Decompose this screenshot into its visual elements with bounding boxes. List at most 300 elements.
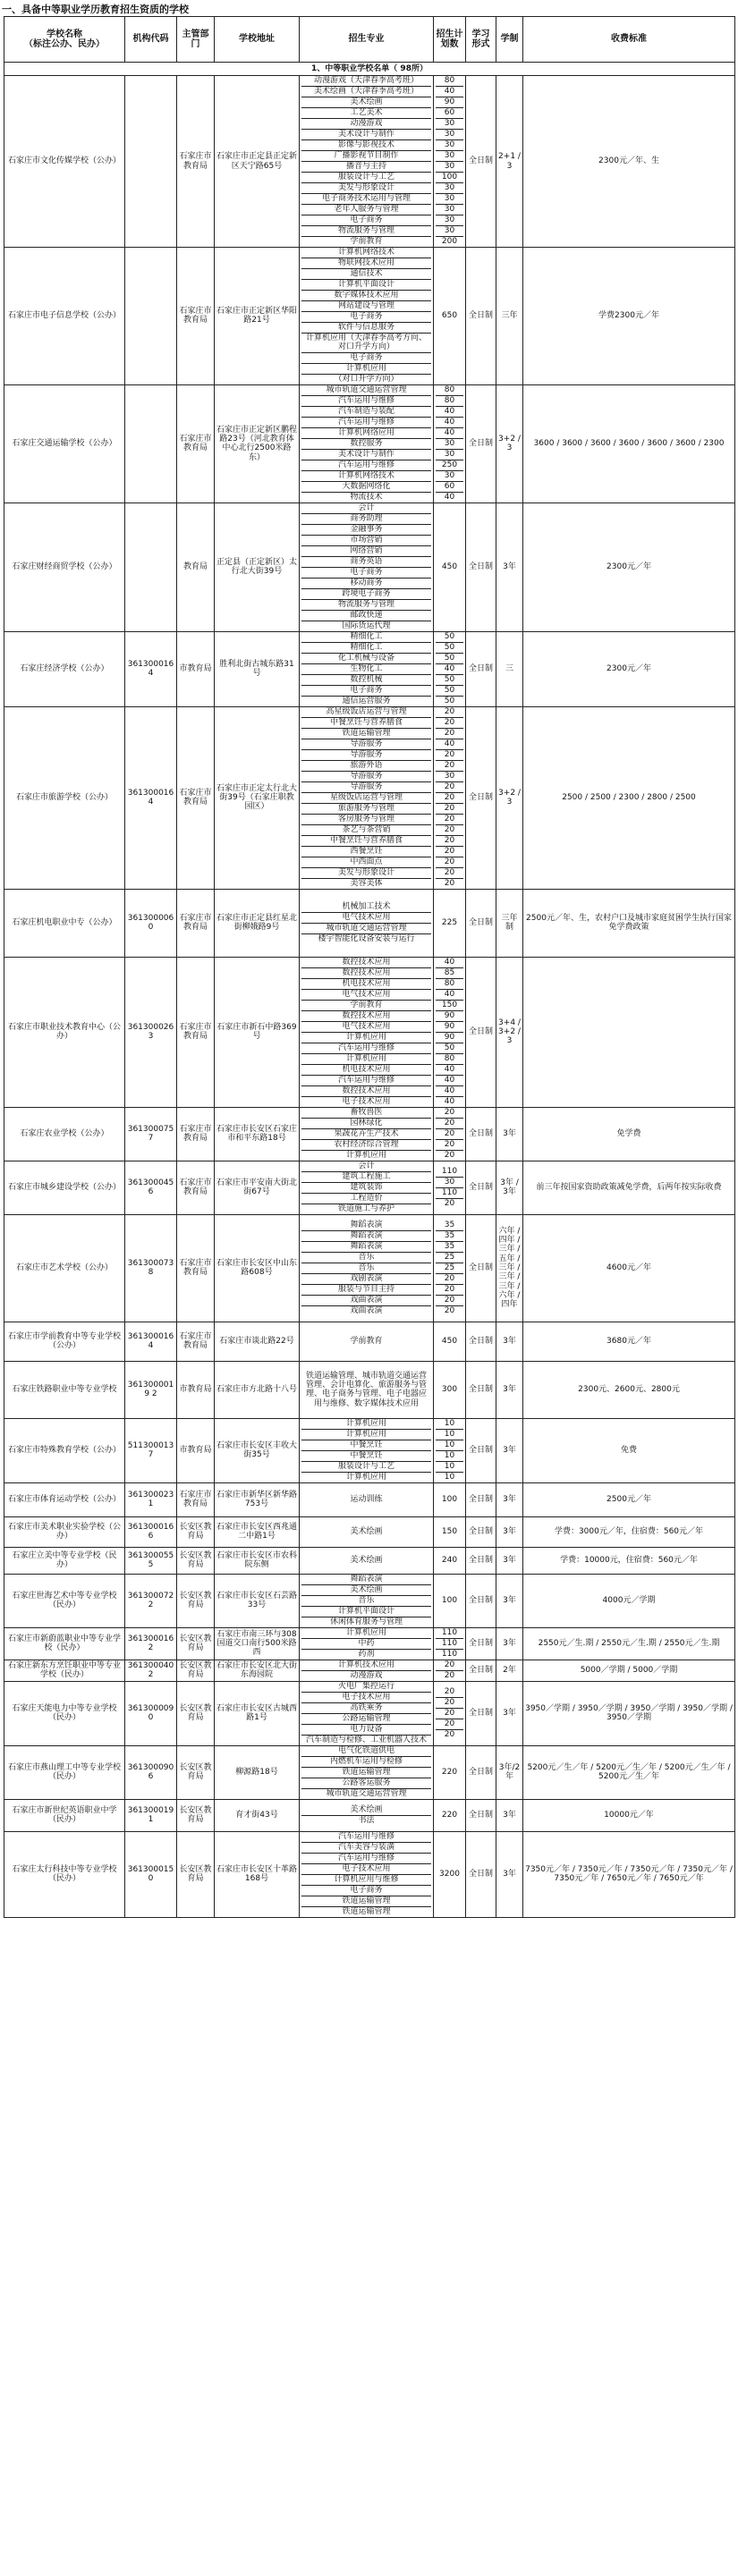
fee-standard: 学费：3000元／年，住宿费：560元／年	[523, 1516, 735, 1547]
plan-list	[434, 631, 466, 706]
study-years: 3年	[496, 1799, 523, 1831]
school-code: 3613000150	[125, 1831, 177, 1917]
major-item: 果蔬花卉生产技术	[301, 1129, 431, 1140]
major-item: 中餐烹饪	[301, 1440, 431, 1451]
major-list	[300, 1418, 434, 1482]
plan-list	[434, 1107, 466, 1161]
major-list	[300, 1574, 434, 1627]
fee-standard: 2300元／年	[523, 503, 735, 631]
school-address: 石家庄市长安区北大街东海园院	[215, 1660, 300, 1681]
major-item: 数控技术应用	[301, 1011, 431, 1022]
major-item: 电气技术应用	[301, 990, 431, 1001]
fee-standard: 2300元／年	[523, 631, 735, 706]
plan-item: 20	[444, 1670, 455, 1680]
plan-item: 20	[444, 878, 455, 888]
school-name: 石家庄财经商贸学校（公办）	[4, 503, 125, 631]
school-address: 正定县（正定新区）太行北大街39号	[215, 503, 300, 631]
major-item: 农村经济综合管理	[301, 1140, 431, 1151]
school-name: 石家庄世海艺术中等专业学校（民办）	[4, 1574, 125, 1627]
major-item: 市场营销	[301, 536, 431, 546]
major-item: 导游服务	[301, 772, 431, 782]
major-item: 精细化工	[301, 643, 431, 654]
major-item: 计算机应用	[301, 1430, 431, 1440]
fee-standard: 学费2300元／年	[523, 248, 735, 385]
major-item: 汽车美容与装潢	[301, 1843, 431, 1854]
table-row	[4, 706, 735, 889]
study-form: 全日制	[466, 957, 496, 1107]
major-item: 旅游外语	[301, 761, 431, 772]
major-item: 电子商务	[301, 568, 431, 579]
major-item: 导游服务	[301, 739, 431, 750]
major-item: 数控技术应用	[301, 958, 431, 968]
plan-item: 110	[441, 1649, 458, 1659]
plan-item: 50	[436, 686, 463, 697]
school-address: 石家庄市长安区石芸路33号	[215, 1574, 300, 1627]
school-code	[125, 76, 177, 248]
plan-item: 220	[441, 1767, 458, 1777]
school-dept: 教育局	[177, 503, 215, 631]
study-years: 3年	[496, 1482, 523, 1516]
major-item: 星级饭店运营与管理	[301, 793, 431, 804]
study-form: 全日制	[466, 1745, 496, 1799]
school-name: 石家庄新东方烹饪职业中等专业学校（民办）	[4, 1660, 125, 1681]
major-item: 电子技术应用	[301, 1864, 431, 1875]
plan-item: 20	[436, 1719, 463, 1730]
school-code: 3613000164	[125, 631, 177, 706]
major-item: 音乐	[301, 1263, 431, 1274]
major-list	[300, 1681, 434, 1745]
study-years: 3年	[496, 1627, 523, 1660]
major-item: 网站建设与管理	[301, 301, 431, 312]
school-code: 3613000231	[125, 1482, 177, 1516]
major-list	[300, 1161, 434, 1214]
fee-standard: 2300元、2600元、2800元	[523, 1361, 735, 1418]
plan-item: 20	[436, 750, 463, 761]
plan-item: 110	[436, 1188, 463, 1199]
school-dept: 长安区教育局	[177, 1745, 215, 1799]
fee-standard: 2550元／生.期 / 2550元／生.期 / 2550元／生.期	[523, 1627, 735, 1660]
school-name: 石家庄市城乡建设学校（公办）	[4, 1161, 125, 1214]
major-item: 美术绘画	[301, 97, 431, 108]
major-item: 机械加工技术	[301, 902, 431, 913]
study-form: 全日制	[466, 1322, 496, 1361]
school-code: 3613000019 2	[125, 1361, 177, 1418]
school-dept: 长安区教育局	[177, 1547, 215, 1574]
major-item: 商务助理	[301, 514, 431, 525]
table-row	[4, 1107, 735, 1161]
plan-item: 300	[441, 1384, 458, 1394]
plan-item: 20	[436, 1296, 463, 1306]
major-item: 机电技术应用	[301, 979, 431, 990]
plan-item: 50	[436, 654, 463, 664]
school-dept: 长安区教育局	[177, 1516, 215, 1547]
study-years: 2年	[496, 1660, 523, 1681]
plan-item: 30	[436, 772, 463, 782]
plan-list	[434, 706, 466, 889]
table-row	[4, 1574, 735, 1627]
major-item: 美术绘画	[350, 1526, 383, 1536]
major-item: 动漫游戏（天津春季高考班）	[301, 76, 431, 87]
major-item: 网络营销	[301, 546, 431, 557]
major-list	[300, 1322, 434, 1361]
major-item: 计算机技术应用	[301, 1660, 431, 1671]
major-item: 舞蹈表演	[301, 1220, 431, 1231]
plan-item: 10	[436, 1451, 463, 1462]
plan-item: 30	[436, 183, 463, 194]
plan-item: 20	[436, 804, 463, 815]
major-list	[300, 1660, 434, 1681]
school-name: 石家庄市文化传媒学校（公办）	[4, 76, 125, 248]
major-list	[300, 1516, 434, 1547]
plan-item: 20	[436, 1698, 463, 1709]
major-item: 软件与信息服务	[301, 323, 431, 334]
major-item: 城市轨道交通运营管理	[326, 1788, 407, 1798]
plan-item: 220	[441, 1810, 458, 1820]
col-dept: 主管部门	[177, 17, 215, 63]
major-item: 会计	[301, 503, 431, 514]
section-title: 1、中等职业学校名单（ 98所）	[4, 63, 735, 76]
school-dept: 长安区教育局	[177, 1799, 215, 1831]
col-years: 学制	[496, 17, 523, 63]
school-address: 石家庄市方北路十八号	[215, 1361, 300, 1418]
school-code: 3613000402	[125, 1660, 177, 1681]
school-address: 石家庄市长安区古城西路1号	[215, 1681, 300, 1745]
plan-item: 40	[444, 492, 455, 502]
plan-item: 150	[441, 1526, 458, 1536]
study-form: 全日制	[466, 1574, 496, 1627]
major-item: 舞蹈表演	[301, 1242, 431, 1253]
plan-item: 40	[436, 990, 463, 1001]
plan-item: 20	[436, 1687, 463, 1698]
major-item: 电子商务	[301, 353, 431, 364]
study-form: 全日制	[466, 1161, 496, 1214]
table-row	[4, 1418, 735, 1482]
plan-list	[434, 1799, 466, 1831]
school-name: 石家庄市电子信息学校（公办）	[4, 248, 125, 385]
plan-item: 30	[436, 226, 463, 237]
school-name: 石家庄市美术职业实验学校（公办）	[4, 1516, 125, 1547]
table-row	[4, 1322, 735, 1361]
table-row	[4, 889, 735, 957]
major-item: 国际货运代理	[342, 621, 391, 630]
plan-list	[434, 1660, 466, 1681]
school-dept: 石家庄市教育局	[177, 384, 215, 503]
major-item: 铁道运输管理	[301, 1768, 431, 1778]
school-name: 石家庄市燕山理工中等专业学校（民办）	[4, 1745, 125, 1799]
major-item: 舞蹈表演	[301, 1575, 431, 1585]
plan-list	[434, 1831, 466, 1917]
plan-item: 50	[444, 696, 455, 705]
major-item: 数字媒体技术应用	[301, 291, 431, 301]
major-item: 计算机网络技术	[301, 248, 431, 258]
fee-standard: 免学费	[523, 1107, 735, 1161]
major-item: 美术设计与制作	[301, 130, 431, 140]
plan-item: 450	[441, 562, 458, 571]
fee-standard: 3950／学期 / 3950／学期 / 3950／学期 / 3950／学期 / 3950／学期	[523, 1681, 735, 1745]
table-row	[4, 631, 735, 706]
major-item: 客房服务与管理	[301, 815, 431, 825]
table-row	[4, 1161, 735, 1214]
plan-item: 25	[436, 1263, 463, 1274]
plan-item: 20	[444, 1198, 455, 1208]
plan-item: 30	[436, 205, 463, 215]
major-item: 茶艺与茶营销	[301, 825, 431, 836]
study-form: 全日制	[466, 1799, 496, 1831]
major-item: 铁道施工与养护	[337, 1204, 394, 1213]
major-item: 计算机平面设计	[301, 280, 431, 291]
plan-item: 20	[436, 868, 463, 879]
major-item: 汽车运用与维修	[301, 396, 431, 407]
major-item: 铁道运输管理	[301, 729, 431, 739]
school-name: 石家庄市职业技术教育中心（公办）	[4, 957, 125, 1107]
school-code: 3613000060	[125, 889, 177, 957]
major-list	[300, 1745, 434, 1799]
study-years: 六年 / 四年 / 三年 / 五年 / 三年 / 三年 / 三年 / 六年 / 四年	[496, 1214, 523, 1322]
section-row	[4, 63, 735, 76]
plan-item: 100	[436, 173, 463, 183]
fee-standard: 免费	[523, 1418, 735, 1482]
major-item: 美发与形象设计	[301, 868, 431, 879]
major-item: 大数据网络化	[301, 482, 431, 493]
major-list	[300, 1107, 434, 1161]
school-address: 石家庄市平安南大街北街67号	[215, 1161, 300, 1214]
major-item: 服装与节目主持	[301, 1285, 431, 1296]
school-address: 石家庄市长安区市农科院东侧	[215, 1547, 300, 1574]
plan-item: 20	[436, 1119, 463, 1129]
school-dept: 长安区教育局	[177, 1627, 215, 1660]
major-item: 老年人服务与管理	[301, 205, 431, 215]
plan-item: 30	[436, 140, 463, 151]
plan-item: 20	[436, 1274, 463, 1285]
major-item: 服装设计与工艺	[301, 1462, 431, 1473]
school-name: 石家庄市新蔚蓝职业中等专业学校（民办）	[4, 1627, 125, 1660]
school-code: 3613000738	[125, 1214, 177, 1322]
school-code: 5113000137	[125, 1418, 177, 1482]
major-item: 影像与影视技术	[301, 140, 431, 151]
major-item: 金融事务	[301, 525, 431, 536]
school-name: 石家庄交通运输学校（公办）	[4, 384, 125, 503]
plan-list	[434, 384, 466, 503]
major-item: 建筑装饰	[301, 1183, 431, 1194]
plan-item: 110	[436, 1639, 463, 1650]
plan-item: 10	[436, 1419, 463, 1430]
plan-item: 30	[436, 471, 463, 482]
major-item: 汽车运用与维修	[301, 1076, 431, 1086]
plan-item: 40	[436, 1076, 463, 1086]
plan-item: 20	[444, 1150, 455, 1160]
plan-item: 20	[436, 793, 463, 804]
document-title: 一、具备中等职业学历教育招生资质的学校	[2, 4, 189, 15]
plan-item: 20	[436, 1709, 463, 1719]
plan-item: 40	[436, 958, 463, 968]
study-form: 全日制	[466, 503, 496, 631]
major-item: 畜牧兽医	[301, 1108, 431, 1119]
school-code: 3613000555	[125, 1547, 177, 1574]
fee-standard: 3600 / 3600 / 3600 / 3600 / 3600 / 3600 / 2300	[523, 384, 735, 503]
school-address: 石家庄市南三环与308国道交口南行500米路西	[215, 1627, 300, 1660]
table-row	[4, 1547, 735, 1574]
major-item: 精细化工	[301, 632, 431, 643]
plan-item: 20	[436, 761, 463, 772]
plan-item: 250	[436, 460, 463, 471]
table-row	[4, 1214, 735, 1322]
study-form: 全日制	[466, 1681, 496, 1745]
table-row	[4, 1660, 735, 1681]
plan-item: 40	[436, 1065, 463, 1076]
plan-item: 10	[436, 1462, 463, 1473]
major-item: 铁道运输管理、城市轨道交通运营管理、会计电算化、旅游服务与管理、电子商务与管理、电子电器应用与维修、数字媒体技术应用	[305, 1371, 427, 1408]
major-item: 电子商务	[301, 1886, 431, 1896]
major-item: 戏曲表演	[350, 1305, 383, 1315]
school-dept: 石家庄市教育局	[177, 1482, 215, 1516]
major-item: 铁道运输管理	[342, 1906, 391, 1916]
major-item: 中餐烹饪与营养膳食	[301, 836, 431, 847]
major-item: 广播影视节目制作	[301, 151, 431, 162]
study-years: 3+4 / 3+2 / 3	[496, 957, 523, 1107]
major-item: 中西面点	[301, 857, 431, 868]
plan-list	[434, 503, 466, 631]
plan-item: 40	[436, 739, 463, 750]
school-address: 石家庄市正定县红星北街柳娥路9号	[215, 889, 300, 957]
school-code	[125, 248, 177, 385]
plan-item: 40	[436, 418, 463, 428]
plan-item: 20	[436, 1140, 463, 1151]
major-item: 公路运输管理	[301, 1714, 431, 1725]
study-form: 全日制	[466, 1516, 496, 1547]
plan-item: 80	[436, 1054, 463, 1065]
plan-item: 110	[436, 1628, 463, 1639]
plan-item: 20	[436, 718, 463, 729]
plan-item: 20	[436, 707, 463, 718]
table-row	[4, 76, 735, 248]
major-item: 运动训练	[350, 1494, 383, 1504]
plan-item: 40	[436, 664, 463, 675]
plan-item: 650	[441, 310, 458, 320]
school-dept: 石家庄市教育局	[177, 889, 215, 957]
plan-list	[434, 1547, 466, 1574]
plan-item: 40	[436, 407, 463, 418]
major-item: 戏剧表演	[301, 1274, 431, 1285]
col-name: 学校名称 （标注公办、民办）	[4, 17, 125, 63]
major-item: 电气技术应用	[301, 913, 431, 924]
study-years: 3+2 / 3	[496, 706, 523, 889]
plan-list	[434, 76, 466, 248]
major-item: 音乐	[301, 1253, 431, 1263]
major-item: 汽车运用与维修	[301, 460, 431, 471]
fee-standard: 2300元／年、生	[523, 76, 735, 248]
study-form: 全日制	[466, 248, 496, 385]
major-item: 计算机应用	[301, 1054, 431, 1065]
major-list	[300, 503, 434, 631]
plan-item: 110	[436, 1167, 463, 1178]
plan-item: 90	[436, 97, 463, 108]
study-form: 全日制	[466, 706, 496, 889]
study-form: 全日制	[466, 76, 496, 248]
plan-list	[434, 957, 466, 1107]
school-table	[4, 16, 735, 1918]
plan-list	[434, 1322, 466, 1361]
major-item: 物流服务与管理	[301, 226, 431, 237]
major-item: 电力设备	[301, 1725, 431, 1736]
table-row	[4, 957, 735, 1107]
school-code: 3613000263	[125, 957, 177, 1107]
major-item: 工程造价	[301, 1194, 431, 1204]
plan-item: 80	[436, 76, 463, 87]
plan-list	[434, 1627, 466, 1660]
plan-item: 20	[436, 857, 463, 868]
study-years: 三年制	[496, 889, 523, 957]
study-form: 全日制	[466, 1482, 496, 1516]
plan-item: 10	[444, 1472, 455, 1482]
school-code: 3613000722	[125, 1574, 177, 1627]
major-item: 电子商务	[301, 312, 431, 323]
major-list	[300, 1831, 434, 1917]
plan-list	[434, 1214, 466, 1322]
major-item: 美术绘画	[350, 1555, 383, 1565]
major-item: （对口升学方向）	[334, 374, 399, 384]
major-list	[300, 1799, 434, 1831]
major-item: 播音与主持	[301, 162, 431, 173]
study-years: 2+1 / 3	[496, 76, 523, 248]
school-code: 3613000191	[125, 1799, 177, 1831]
major-list	[300, 1627, 434, 1660]
study-years: 3+2 / 3	[496, 384, 523, 503]
major-item: 计算机应用	[301, 1628, 431, 1639]
plan-item: 35	[436, 1220, 463, 1231]
school-dept: 石家庄市教育局	[177, 1161, 215, 1214]
school-name: 石家庄立美中等专业学校（民办）	[4, 1547, 125, 1574]
school-name: 石家庄机电职业中专（公办）	[4, 889, 125, 957]
major-item: 数控技术应用	[301, 1086, 431, 1097]
major-item: 动漫游戏	[350, 1670, 383, 1680]
school-code: 3613000090	[125, 1681, 177, 1745]
school-dept: 石家庄市教育局	[177, 1214, 215, 1322]
plan-item: 3200	[439, 1869, 460, 1879]
major-item: 工艺美术	[301, 108, 431, 119]
major-item: 建筑工程施工	[301, 1172, 431, 1183]
table-row	[4, 384, 735, 503]
major-item: 西餐烹饪	[301, 847, 431, 857]
school-code: 3613000757	[125, 1107, 177, 1161]
plan-list	[434, 248, 466, 385]
major-item: 学前教育	[350, 237, 383, 246]
plan-item: 35	[436, 1231, 463, 1242]
major-item: 药剂	[358, 1649, 375, 1659]
fee-standard: 4000元／学期	[523, 1574, 735, 1627]
plan-item: 20	[436, 729, 463, 739]
school-code: 3613000906	[125, 1745, 177, 1799]
study-form: 全日制	[466, 1627, 496, 1660]
major-item: 学前教育	[301, 1001, 431, 1011]
school-name: 石家庄市旅游学校（公办）	[4, 706, 125, 889]
fee-standard: 10000元／年	[523, 1799, 735, 1831]
study-form: 全日制	[466, 1547, 496, 1574]
school-address: 石家庄市长安区丰收大街35号	[215, 1418, 300, 1482]
major-item: 美术绘画	[301, 1805, 431, 1816]
table-row	[4, 1799, 735, 1831]
school-address: 胜利北街古城东路31号	[215, 631, 300, 706]
study-years: 3年	[496, 1516, 523, 1547]
study-form: 全日制	[466, 384, 496, 503]
col-plan: 招生计划数	[434, 17, 466, 63]
study-form: 全日制	[466, 1660, 496, 1681]
plan-item: 20	[436, 782, 463, 793]
study-form: 全日制	[466, 889, 496, 957]
plan-item: 40	[436, 428, 463, 439]
study-years: 三	[496, 631, 523, 706]
table-row	[4, 503, 735, 631]
plan-item: 20	[436, 1108, 463, 1119]
